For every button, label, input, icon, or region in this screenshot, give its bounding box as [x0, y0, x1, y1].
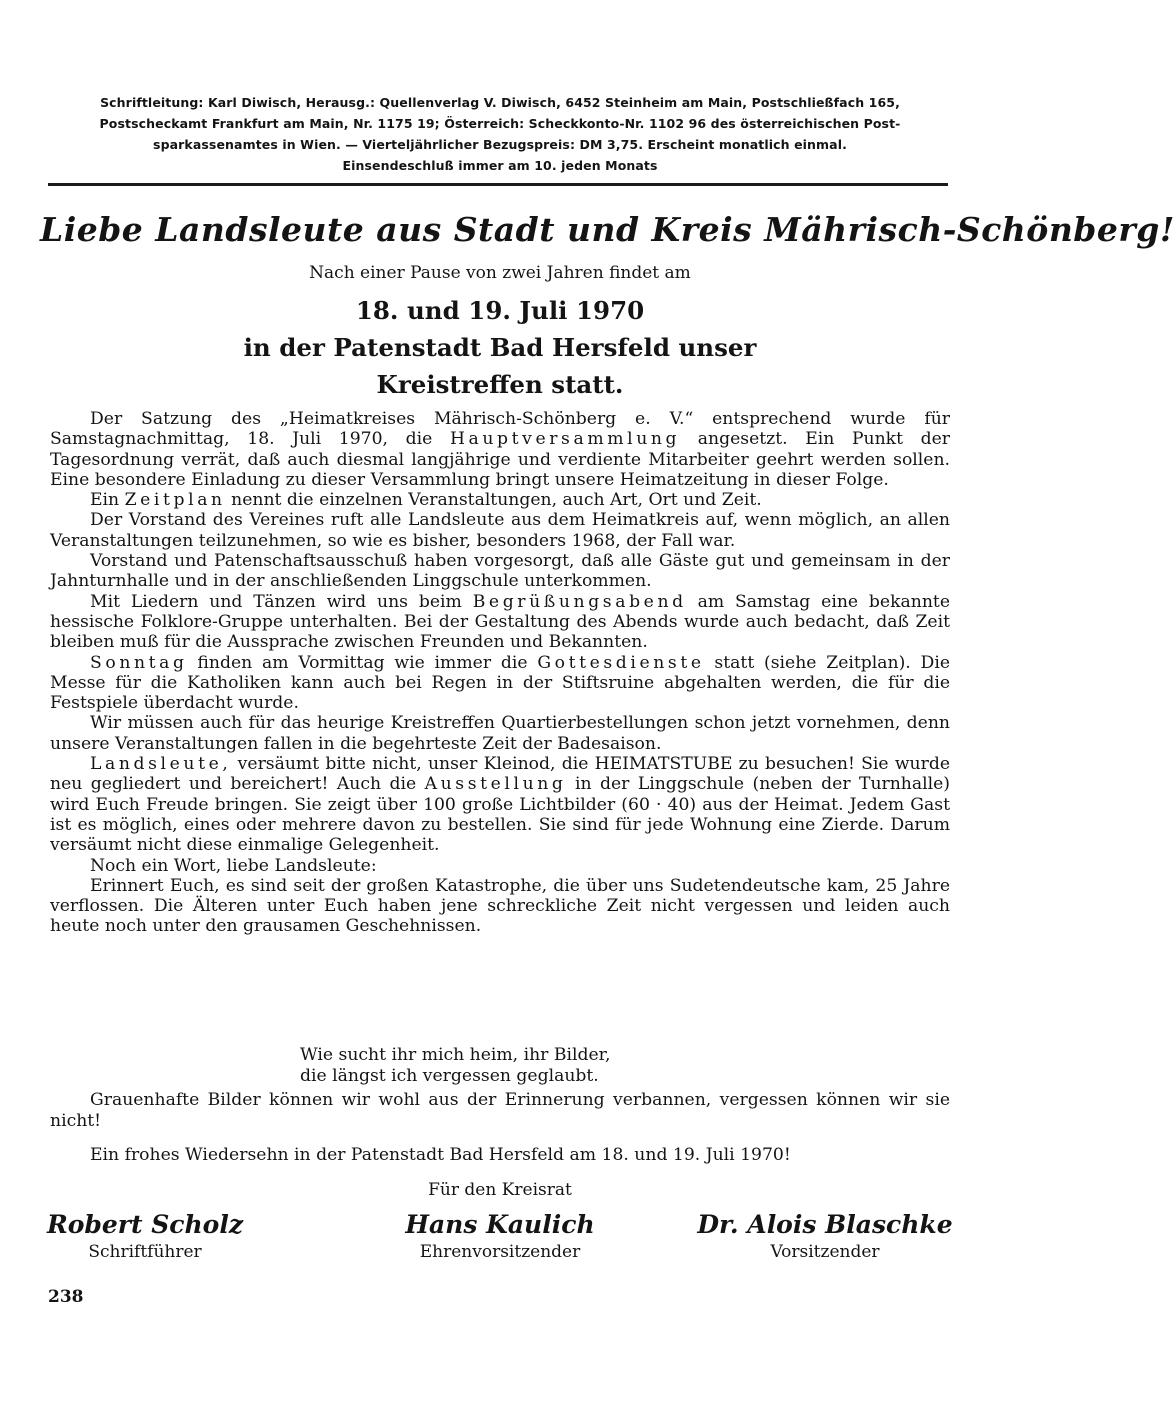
paragraph [50, 490, 950, 510]
signatory-role: Schriftführer [88, 1242, 202, 1262]
poem-line: Wie sucht ihr mich heim, ihr Bilder, [300, 1045, 611, 1065]
text-run: Der Satzung des „Heimatkreises Mährisch-Schönberg e. V.“ entsprechend wurde für Samstagnachmittag, 18. Juli 1970, die [50, 409, 950, 450]
paragraph: Erinnert Euch, es sind seit der großen Katastrophe, die über uns Sudetendeutsche kam, 25 Jahre verflossen. Die Älteren unter Euch haben jene schreckliche Zeit nicht vergessen und leiden auch heute noch unter den grausamen Geschehnissen. [50, 875, 950, 937]
emphasis-run: Zeitplan [124, 490, 226, 511]
emphasis-run: Gottesdienste [537, 652, 705, 673]
text-run: nennt die einzelnen Veranstaltungen, auch Art, Ort und Zeit. [225, 490, 762, 511]
paragraph [50, 653, 950, 714]
paragraph: Wir müssen auch für das heurige Kreistreffen Quartierbestellungen schon jetzt vornehmen, denn unsere Veranstaltungen fallen in die begehrteste Zeit der Badesaison. [50, 713, 950, 754]
masthead-line: Einsendeschluß immer am 10. jeden Monats [342, 158, 658, 173]
paragraph: Vorstand und Patenschaftsausschuß haben vorgesorgt, daß alle Gäste gut und gemeinsam in der Jahnturnhalle und in der anschließenden Linggschule unterkommen. [50, 551, 950, 592]
text-run: finden am Vormittag wie immer die [187, 652, 538, 673]
masthead-imprint [40, 92, 960, 176]
emphasis-run: Begrüßungsabend [472, 591, 687, 612]
paragraph [50, 754, 950, 855]
text-run: versäumt bitte nicht, unser Kleinod, die HEIMATSTUBE zu besuchen! Sie wurde neu gegliedert und bereichert! Auch die [50, 754, 950, 795]
signatory-role: Ehrenvorsitzender [419, 1242, 581, 1262]
signature-block [680, 1210, 970, 1264]
paragraph: Noch ein Wort, liebe Landsleute: [90, 855, 377, 876]
emphasis-run: Sonntag [90, 652, 188, 673]
paragraph: Grauenhafte Bilder können wir wohl aus der Erinnerung verbannen, vergessen können wir sie nicht! [50, 1090, 950, 1131]
closing-text [50, 1090, 950, 1166]
signature-block [380, 1210, 620, 1264]
intro-line: Nach einer Pause von zwei Jahren findet am [309, 263, 691, 283]
signatory-role: Vorsitzender [770, 1242, 880, 1262]
emphasis-run: Landsleute, [90, 754, 232, 775]
paragraph: Der Vorstand des Vereines ruft alle Landsleute aus dem Heimatkreis auf, wenn möglich, an allen Veranstaltungen teilzunehmen, so wie es bisher, besonders 1968, der Fall war. [50, 510, 950, 551]
masthead-line: Schriftleitung: Karl Diwisch, Herausg.: Quellenverlag V. Diwisch, 6452 Steinheim am Main, Postschließfach 165, [100, 95, 900, 110]
text-run: Mit Liedern und Tänzen wird uns beim [90, 591, 473, 612]
text-run: Ein [90, 490, 125, 511]
poem-line: die längst ich vergessen geglaubt. [300, 1066, 599, 1086]
event-announcement [40, 292, 960, 403]
text-run: angesetzt. Ein Punkt der Tagesordnung verrät, daß auch diesmal langjährige und verdiente Mitarbeiter geehrt werden sollen. Eine besondere Einladung zu dieser Versammlung bringt unsere Heimatzeitung in dieser Folge. [50, 429, 951, 490]
for-council-label: Für den Kreisrat [428, 1180, 572, 1200]
masthead-line: sparkassenamtes in Wien. — Vierteljährlicher Bezugspreis: DM 3,75. Erscheint monatlich einmal. [153, 137, 847, 152]
signatory-name: Hans Kaulich [405, 1210, 595, 1239]
text-run: am Samstag eine bekannte hessische Folklore-Gruppe unterhalten. Bei der Gestaltung des Abends wurde auch bedacht, daß Zeit bleiben muß für die Aussprache zwischen Freunden und Bekannten. [50, 591, 950, 653]
poem-quote [300, 1045, 800, 1087]
signature-block [40, 1210, 250, 1264]
event-place: in der Patenstadt Bad Hersfeld unser [243, 333, 757, 362]
masthead-line: Postscheckamt Frankfurt am Main, Nr. 1175 19; Österreich: Scheckkonto-Nr. 1102 96 des österreichischen Post- [99, 116, 901, 131]
article-headline: Liebe Landsleute aus Stadt und Kreis Mährisch-Schönberg! [40, 210, 1175, 249]
paragraph [50, 409, 950, 490]
emphasis-run: Ausstellung [424, 774, 567, 795]
signatory-name: Robert Scholz [46, 1210, 244, 1239]
paragraph: Ein frohes Wiedersehn in der Patenstadt Bad Hersfeld am 18. und 19. Juli 1970! [90, 1145, 791, 1165]
page-number: 238 [48, 1287, 84, 1307]
event-date: 18. und 19. Juli 1970 [355, 296, 645, 325]
emphasis-run: Hauptversammlung [449, 429, 681, 450]
event-name: Kreistreffen statt. [376, 370, 624, 399]
signatory-name: Dr. Alois Blaschke [697, 1210, 953, 1239]
masthead-divider [48, 183, 948, 186]
article-body [50, 409, 950, 937]
text-run: statt (siehe Zeitplan). Die Messe für die Katholiken kann auch bei Regen in der Stiftsruine abgehalten werden, die für die Festspiele überdacht wurde. [50, 652, 950, 714]
text-run: in der Linggschule (neben der Turnhalle) wird Euch Freude bringen. Sie zeigt über 100 große Lichtbilder (60 · 40) aus der Heimat. Jedem Gast ist es möglich, eines oder mehrere davon zu bestellen. Sie sind für jede Wohnung eine Zierde. Darum versäumt nicht diese einmalige Gelegenheit. [50, 774, 950, 856]
paragraph [50, 592, 950, 653]
